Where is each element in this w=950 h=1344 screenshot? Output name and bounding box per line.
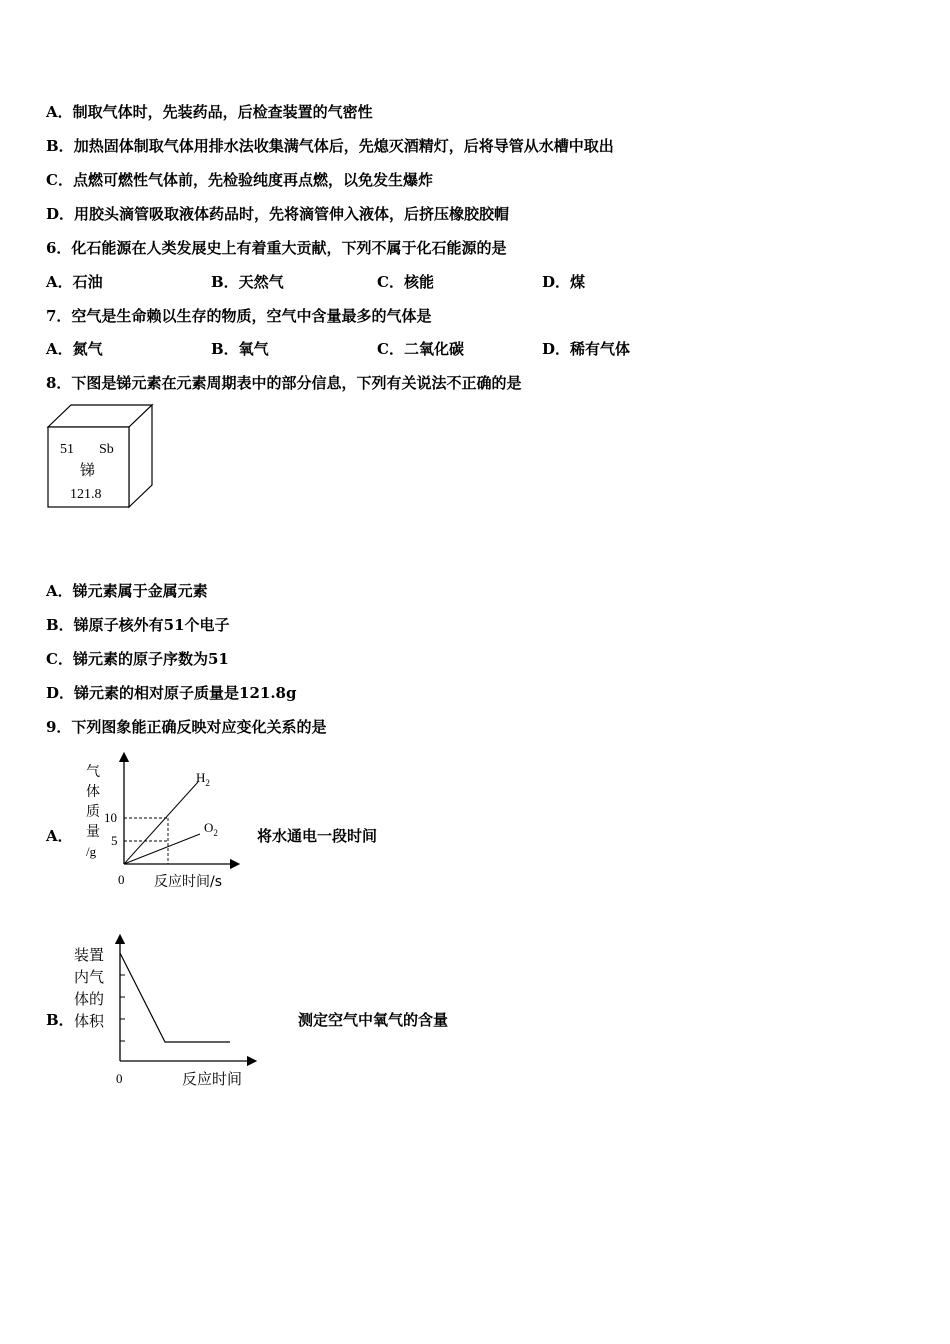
q9-stem: 9．下列图象能正确反映对应变化关系的是 (46, 718, 327, 736)
q5-option-b: B．加热固体制取气体用排水法收集满气体后，先熄灭酒精灯，后将导管从水槽中取出 (46, 137, 614, 155)
q9-b-description: 测定空气中氧气的含量 (298, 1011, 449, 1029)
q9-a-o2-line (124, 834, 200, 864)
q8-stem: 8．下图是锑元素在元素周期表中的部分信息，下列有关说法不正确的是 (46, 374, 522, 392)
q7-option-a: A．氮气 (46, 340, 103, 358)
q5-option-c: C．点燃可燃性气体前，先检验纯度再点燃，以免发生爆炸 (46, 171, 433, 189)
q9-a-ylabel-2: 体 (86, 784, 100, 800)
q9-a-o2-label: $O_2$ (204, 820, 218, 838)
q9-a-ylabel-3: 质 (86, 804, 100, 820)
q6-option-b: B．天然气 (211, 273, 284, 291)
q5-option-a: A．制取气体时，先装药品，后检查装置的气密性 (46, 103, 373, 121)
q9-b-ylabel-2: 内气 (74, 968, 105, 986)
q8-option-a: A．锑元素属于金属元素 (46, 582, 208, 600)
q6-option-c: C．核能 (377, 273, 434, 291)
q7-option-c: C．二氧化碳 (377, 340, 464, 358)
q7-option-d: D．稀有气体 (542, 340, 631, 358)
q6-option-a: A．石油 (46, 273, 103, 291)
q9-b-ylabel-4: 体积 (74, 1012, 105, 1030)
q8-option-c: C．锑元素的原子序数为51 (46, 650, 229, 668)
q9-a-yunit: /g (86, 844, 97, 859)
element-cell-figure (44, 402, 156, 510)
q9-a-letter: A． (46, 827, 73, 845)
q9-b-ylabel-3: 体的 (74, 990, 105, 1008)
q9-a-origin: 0 (118, 872, 125, 887)
q6-stem: 6．化石能源在人类发展史上有着重大贡献，下列不属于化石能源的是 (46, 239, 507, 257)
element-number: 51 (60, 442, 74, 457)
q8-option-b: B．锑原子核外有51个电子 (46, 616, 230, 634)
q9-a-tick-10: 10 (104, 810, 117, 825)
q9-a-ylabel-1: 气 (86, 764, 100, 780)
q9-b-volume-line (120, 953, 230, 1042)
element-symbol: Sb (99, 442, 114, 457)
q9-b-origin: 0 (116, 1071, 123, 1086)
q9-a-h2-label: $H_2$ (196, 770, 210, 788)
element-name: 锑 (80, 461, 96, 479)
q9-a-h2-line (124, 782, 198, 864)
q9-b-ylabel-1: 装置 (74, 946, 105, 964)
q9-a-tick-5: 5 (111, 833, 118, 848)
element-mass: 121.8 (70, 487, 102, 502)
q9-b-graph (70, 933, 260, 1093)
q9-a-ylabel-4: 量 (86, 824, 100, 840)
q9-a-description: 将水通电一段时间 (257, 827, 378, 845)
q7-stem: 7．空气是生命赖以生存的物质，空气中含量最多的气体是 (46, 307, 432, 325)
q7-option-b: B．氧气 (211, 340, 269, 358)
q9-a-xlabel: 反应时间/s (154, 874, 223, 890)
q9-a-graph (80, 752, 250, 892)
q6-option-d: D．煤 (542, 273, 586, 291)
q9-b-letter: B． (46, 1011, 74, 1029)
q9-b-xlabel: 反应时间 (182, 1070, 243, 1088)
q5-option-d: D．用胶头滴管吸取液体药品时，先将滴管伸入液体，后挤压橡胶胶帽 (46, 205, 510, 223)
q8-option-d: D．锑元素的相对原子质量是121.8g (46, 684, 297, 702)
